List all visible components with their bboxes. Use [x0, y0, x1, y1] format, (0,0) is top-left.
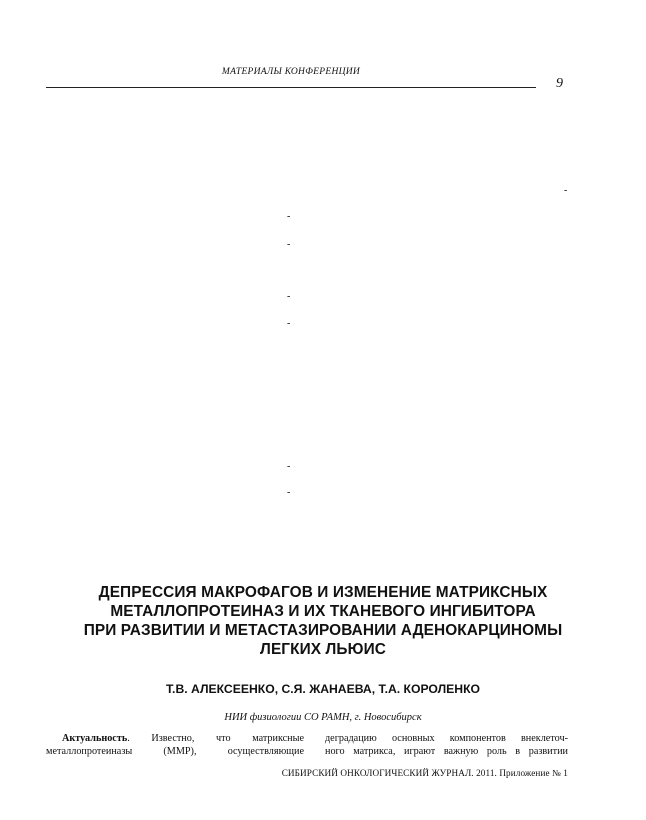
stray-mark: - — [287, 318, 291, 329]
body-column-right — [325, 732, 568, 758]
stray-mark: - — [287, 211, 291, 222]
body-line: ного матрикса, играют важную роль в развитии — [325, 746, 568, 757]
affiliation: НИИ физиологии СО РАМН, г. Новосибирск — [224, 712, 422, 723]
authors: Т.В. АЛЕКСЕЕНКО, С.Я. ЖАНАЕВА, Т.А. КОРОЛЕНКО — [165, 682, 480, 696]
stray-mark: - — [287, 461, 291, 472]
section-lead: Актуальность — [62, 733, 128, 744]
stray-mark: - — [287, 291, 291, 302]
body-column-left — [46, 732, 304, 758]
article-title — [30, 583, 616, 659]
title-line: ЛЕГКИХ ЛЬЮИС — [260, 641, 386, 658]
stray-mark: - — [287, 239, 291, 250]
header-rule — [46, 87, 536, 88]
journal-footer: СИБИРСКИЙ ОНКОЛОГИЧЕСКИЙ ЖУРНАЛ. 2011. Приложение № 1 — [281, 768, 568, 778]
title-line: ПРИ РАЗВИТИИ И МЕТАСТАЗИРОВАНИИ АДЕНОКАРЦИНОМЫ — [83, 622, 563, 639]
body-line: деградацию основных компонентов внеклеточ- — [325, 733, 568, 744]
body-line: металлопротеиназы (ММР), осуществляющие — [46, 746, 304, 757]
page-number: 9 — [556, 76, 563, 91]
title-line: МЕТАЛЛОПРОТЕИНАЗ И ИХ ТКАНЕВОГО ИНГИБИТОРА — [110, 603, 536, 620]
body-line — [46, 732, 304, 745]
stray-mark: - — [564, 185, 568, 196]
running-title: МАТЕРИАЛЫ КОНФЕРЕНЦИИ — [221, 67, 361, 77]
body-text: . Известно, что матриксные — [127, 733, 304, 744]
stray-mark: - — [287, 487, 291, 498]
title-line: ДЕПРЕССИЯ МАКРОФАГОВ И ИЗМЕНЕНИЕ МАТРИКСНЫХ — [98, 584, 548, 601]
